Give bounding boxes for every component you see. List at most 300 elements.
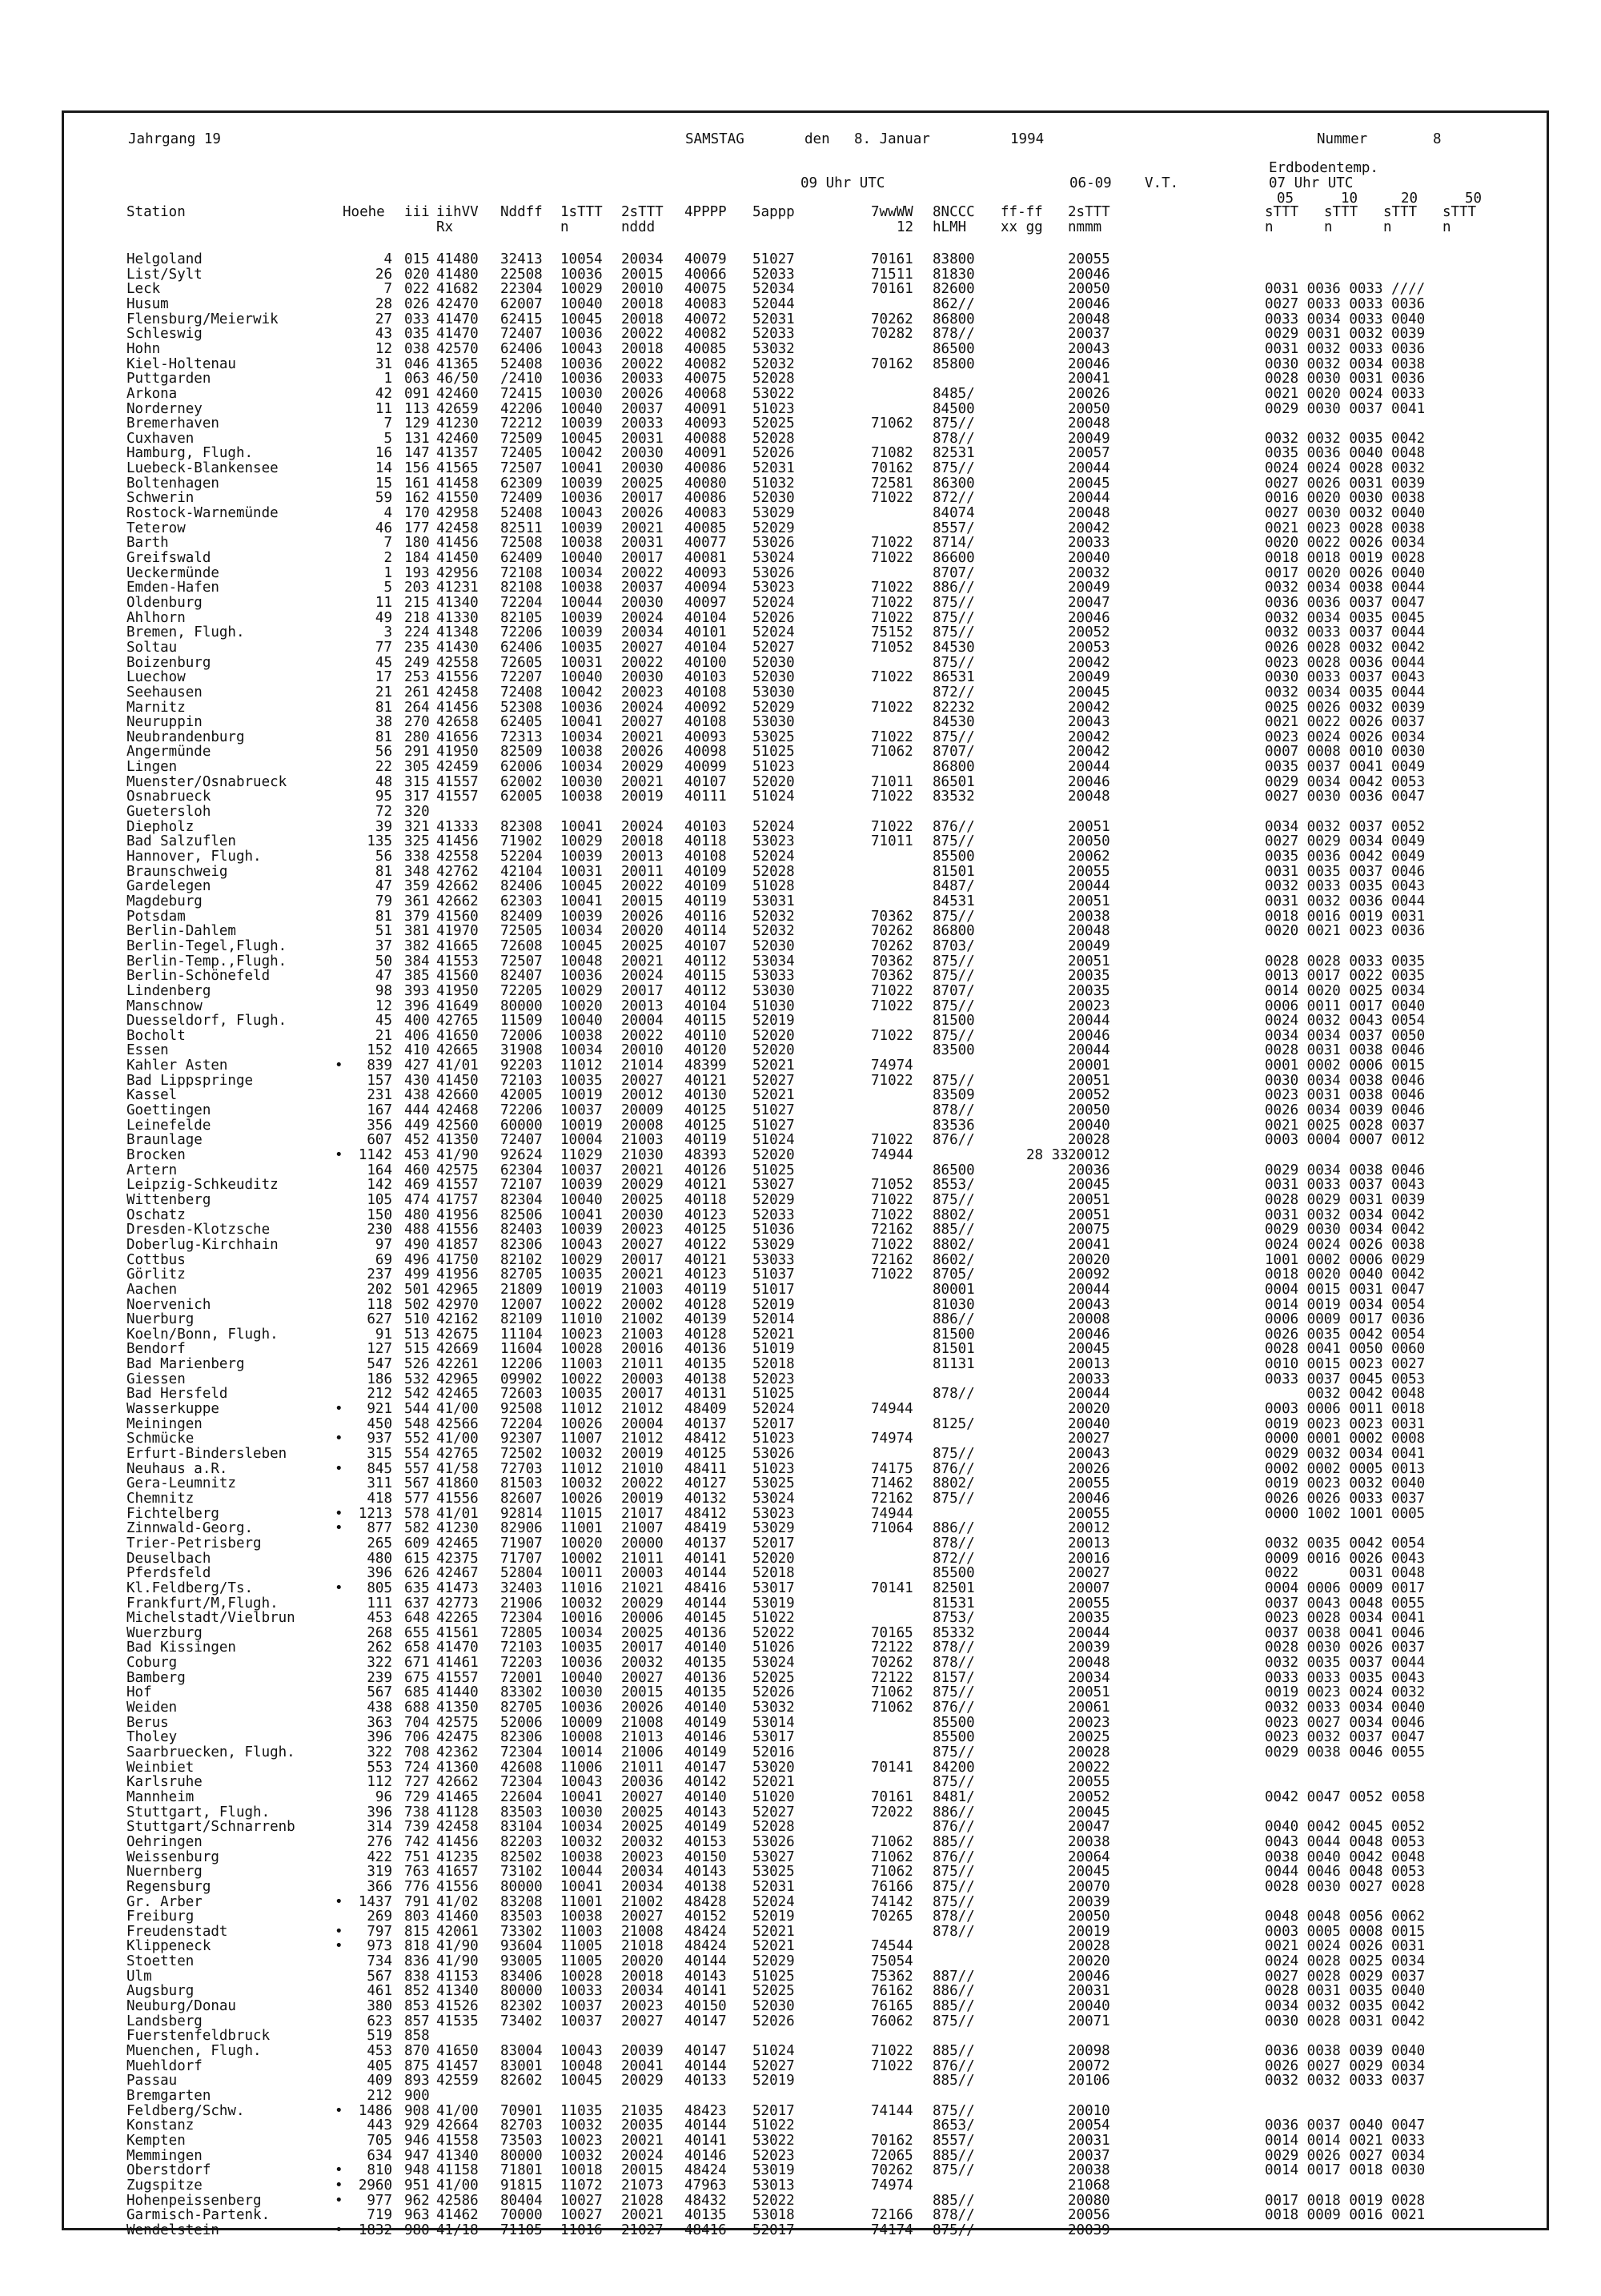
nccc: 872// bbox=[933, 1550, 975, 1567]
erdboden: 0017 0020 0026 0040 bbox=[1265, 564, 1426, 581]
iihvv: 42575 bbox=[436, 1714, 479, 1731]
station-name: Hamburg, Flugh. bbox=[126, 445, 254, 462]
appp: 52027 bbox=[752, 1804, 795, 1820]
hoehe: 1 bbox=[383, 371, 392, 387]
appp: 51036 bbox=[752, 1222, 795, 1238]
iihvv: 42475 bbox=[436, 1729, 479, 1746]
vt: 20033 bbox=[1068, 1371, 1110, 1387]
table-row bbox=[0, 1999, 1545, 2014]
ttt2: 20027 bbox=[621, 2013, 664, 2029]
mountain-marker: • bbox=[335, 2177, 343, 2194]
wwww: 71011 bbox=[871, 773, 913, 790]
ttt1: 10032 bbox=[560, 1475, 603, 1492]
table-row bbox=[0, 1700, 1545, 1716]
iii: 026 bbox=[404, 295, 430, 312]
ttt2: 20020 bbox=[621, 1953, 664, 1970]
ttt2: 20019 bbox=[621, 789, 664, 805]
wwww: 70282 bbox=[871, 326, 913, 343]
iii: 261 bbox=[404, 684, 430, 700]
ttt2: 20025 bbox=[621, 1804, 664, 1820]
pppp: 40104 bbox=[684, 609, 727, 626]
iii: 501 bbox=[404, 1281, 430, 1298]
hoehe: 877 bbox=[367, 1520, 392, 1537]
hoehe: 96 bbox=[375, 1788, 392, 1805]
ttt1: 10034 bbox=[560, 1624, 603, 1641]
nddff: 83004 bbox=[500, 2043, 543, 2059]
iii: 685 bbox=[404, 1684, 430, 1701]
table-row bbox=[0, 1103, 1545, 1118]
station-name: Zinnwald-Georg. bbox=[126, 1520, 254, 1537]
ttt1: 10029 bbox=[560, 833, 603, 850]
iihvv: 42458 bbox=[436, 1819, 479, 1836]
pppp: 40136 bbox=[684, 1624, 727, 1641]
station-name: Guetersloh bbox=[126, 804, 211, 821]
iihvv: 41340 bbox=[436, 594, 479, 611]
pppp: 40152 bbox=[684, 1909, 727, 1925]
iihvv: 41857 bbox=[436, 1236, 479, 1253]
ttt1: 10032 bbox=[560, 1446, 603, 1462]
col-erd-3: sTTT bbox=[1383, 204, 1418, 220]
ttt1: 10029 bbox=[560, 281, 603, 298]
appp: 53024 bbox=[752, 550, 795, 566]
ttt2: 21014 bbox=[621, 1058, 664, 1074]
table-row bbox=[0, 1327, 1545, 1343]
table-row bbox=[0, 1447, 1545, 1462]
erdboden: 0018 0009 0016 0021 bbox=[1265, 2207, 1426, 2224]
erdboden: 0032 0035 0037 0044 bbox=[1265, 1655, 1426, 1672]
table-row bbox=[0, 282, 1545, 297]
hoehe: 167 bbox=[367, 1102, 392, 1119]
wwww: 71022 bbox=[871, 982, 913, 999]
vt: 20010 bbox=[1068, 2102, 1110, 2119]
nccc: 8802/ bbox=[933, 1475, 975, 1492]
vt: 20043 bbox=[1068, 714, 1110, 731]
vt: 20035 bbox=[1068, 968, 1110, 985]
wwww: 72022 bbox=[871, 1804, 913, 1820]
iii: 359 bbox=[404, 878, 430, 895]
station-name: Gera-Leumnitz bbox=[126, 1475, 236, 1492]
table-row bbox=[0, 1551, 1545, 1567]
hoehe: 480 bbox=[367, 1550, 392, 1567]
vt: 20046 bbox=[1068, 1968, 1110, 1985]
col-erd-1: sTTT bbox=[1265, 204, 1299, 220]
ttt1: 11005 bbox=[560, 1953, 603, 1970]
iii: 980 bbox=[404, 2222, 430, 2238]
erdboden: 0027 0029 0034 0049 bbox=[1265, 833, 1426, 850]
ttt1: 10032 bbox=[560, 1595, 603, 1612]
hoehe: 26 bbox=[375, 266, 392, 283]
pppp: 40125 bbox=[684, 1117, 727, 1134]
erdboden: 0030 0034 0038 0046 bbox=[1265, 1072, 1426, 1089]
appp: 51025 bbox=[752, 1162, 795, 1178]
table-row bbox=[0, 1939, 1545, 1954]
ttt2: 20034 bbox=[621, 624, 664, 641]
ttt1: 10035 bbox=[560, 1386, 603, 1403]
ttt1: 10039 bbox=[560, 415, 603, 432]
station-name: Zugspitze bbox=[126, 2177, 203, 2194]
pppp: 40149 bbox=[684, 1714, 727, 1731]
vt: 20048 bbox=[1068, 505, 1110, 522]
nccc: 885// bbox=[933, 1998, 975, 2015]
pppp: 40083 bbox=[684, 295, 727, 312]
iii: 947 bbox=[404, 2147, 430, 2164]
ttt2: 21027 bbox=[621, 2222, 664, 2238]
ttt1: 10019 bbox=[560, 1281, 603, 1298]
pppp: 40103 bbox=[684, 818, 727, 835]
pppp: 40135 bbox=[684, 2207, 727, 2224]
appp: 52026 bbox=[752, 445, 795, 462]
station-name: Goettingen bbox=[126, 1102, 211, 1119]
vt: 20042 bbox=[1068, 744, 1110, 761]
table-row bbox=[0, 2059, 1545, 2074]
table-row bbox=[0, 551, 1545, 566]
appp: 52017 bbox=[752, 2102, 795, 2119]
pppp: 40086 bbox=[684, 490, 727, 507]
iihvv: 41750 bbox=[436, 1251, 479, 1268]
station-name: Bremgarten bbox=[126, 2087, 211, 2104]
vt: 20032 bbox=[1068, 564, 1110, 581]
table-row bbox=[0, 1581, 1545, 1596]
ttt2: 20016 bbox=[621, 1341, 664, 1358]
nddff: 72006 bbox=[500, 1027, 543, 1044]
erdboden: 0021 0022 0026 0037 bbox=[1265, 714, 1426, 731]
col-n: 8NCCC bbox=[933, 204, 975, 220]
iihvv: 41350 bbox=[436, 1132, 479, 1149]
vt: 20045 bbox=[1068, 1341, 1110, 1358]
pppp: 40147 bbox=[684, 1759, 727, 1776]
wwww: 71022 bbox=[871, 789, 913, 805]
nddff: 82506 bbox=[500, 1206, 543, 1223]
erdboden: 0038 0040 0042 0048 bbox=[1265, 1848, 1426, 1865]
hoehe: 27 bbox=[375, 311, 392, 327]
pppp: 40144 bbox=[684, 1595, 727, 1612]
station-name: Wuerzburg bbox=[126, 1624, 203, 1641]
table-row bbox=[0, 432, 1545, 447]
vt: 20070 bbox=[1068, 1878, 1110, 1895]
hoehe: 356 bbox=[367, 1117, 392, 1134]
hoehe: 81 bbox=[375, 908, 392, 925]
nccc: 85500 bbox=[933, 1565, 975, 1582]
appp: 53019 bbox=[752, 1595, 795, 1612]
table-row bbox=[0, 1043, 1545, 1058]
wwww: 71462 bbox=[871, 1475, 913, 1492]
nccc: 875// bbox=[933, 1864, 975, 1881]
ttt1: 10038 bbox=[560, 1027, 603, 1044]
station-name: Feldberg/Schw. bbox=[126, 2102, 245, 2119]
erdboden: 0026 0026 0033 0037 bbox=[1265, 1490, 1426, 1507]
nddff: 82705 bbox=[500, 1700, 543, 1716]
hoehe: 422 bbox=[367, 1848, 392, 1865]
ttt1: 10045 bbox=[560, 430, 603, 447]
uhr09-label: 09 Uhr UTC bbox=[800, 175, 885, 191]
hoehe: 98 bbox=[375, 982, 392, 999]
mountain-marker: • bbox=[335, 1938, 343, 1955]
nccc: 862// bbox=[933, 295, 975, 312]
appp: 52014 bbox=[752, 1311, 795, 1328]
nddff: /2410 bbox=[500, 371, 543, 387]
col-iii: iii bbox=[404, 204, 430, 220]
vt: 20051 bbox=[1068, 1206, 1110, 1223]
wwww: 71022 bbox=[871, 1132, 913, 1149]
nccc: 81501 bbox=[933, 863, 975, 880]
nddff: 82203 bbox=[500, 1833, 543, 1850]
wwww: 71082 bbox=[871, 445, 913, 462]
ttt1: 10042 bbox=[560, 684, 603, 700]
erdboden: 0043 0044 0048 0053 bbox=[1265, 1833, 1426, 1850]
station-name: Hof bbox=[126, 1684, 152, 1701]
nddff: 22304 bbox=[500, 281, 543, 298]
station-name: Stuttgart, Flugh. bbox=[126, 1804, 271, 1820]
station-name: Fichtelberg bbox=[126, 1505, 219, 1522]
station-name: Helgoland bbox=[126, 251, 203, 267]
iii: 218 bbox=[404, 609, 430, 626]
appp: 52031 bbox=[752, 1878, 795, 1895]
hoehe: 3 bbox=[383, 624, 392, 641]
nddff: 62007 bbox=[500, 295, 543, 312]
hoehe: 363 bbox=[367, 1714, 392, 1731]
station-name: Bocholt bbox=[126, 1027, 186, 1044]
hoehe: 265 bbox=[367, 1535, 392, 1551]
pppp: 40093 bbox=[684, 415, 727, 432]
nddff: 62309 bbox=[500, 475, 543, 492]
vt: 20020 bbox=[1068, 1953, 1110, 1970]
appp: 52030 bbox=[752, 654, 795, 671]
erdboden: 0023 0028 0034 0041 bbox=[1265, 1610, 1426, 1627]
ttt1: 10023 bbox=[560, 2132, 603, 2149]
pppp: 40135 bbox=[684, 1655, 727, 1672]
col-p: 4PPPP bbox=[684, 204, 727, 220]
table-row bbox=[0, 1372, 1545, 1387]
iihvv: 42765 bbox=[436, 1446, 479, 1462]
nddff: 82703 bbox=[500, 2117, 543, 2134]
ttt1: 10039 bbox=[560, 1177, 603, 1194]
table-row bbox=[0, 596, 1545, 611]
pppp: 40147 bbox=[684, 2043, 727, 2059]
appp: 52019 bbox=[752, 1296, 795, 1313]
nccc: 875// bbox=[933, 968, 975, 985]
iii: 499 bbox=[404, 1266, 430, 1283]
nddff: 62304 bbox=[500, 1162, 543, 1178]
day-name: SAMSTAG bbox=[685, 131, 744, 147]
vt: 20040 bbox=[1068, 550, 1110, 566]
station-name: Noervenich bbox=[126, 1296, 211, 1313]
ttt1: 10035 bbox=[560, 639, 603, 656]
nddff: 82302 bbox=[500, 1998, 543, 2015]
hoehe: 380 bbox=[367, 1998, 392, 2015]
table-row bbox=[0, 1208, 1545, 1223]
ttt1: 10022 bbox=[560, 1296, 603, 1313]
ttt2: 20021 bbox=[621, 953, 664, 969]
erdboden: 0032 0032 0035 0042 bbox=[1265, 430, 1426, 447]
erdboden: 0021 0024 0026 0031 bbox=[1265, 1938, 1426, 1955]
col-erd-4: sTTT bbox=[1443, 204, 1477, 220]
erdboden: 0021 0023 0028 0038 bbox=[1265, 520, 1426, 536]
nddff: 72508 bbox=[500, 535, 543, 552]
erdboden: 0025 0026 0032 0039 bbox=[1265, 699, 1426, 716]
iii: 513 bbox=[404, 1326, 430, 1343]
ttt1: 10044 bbox=[560, 594, 603, 611]
iihvv: 41557 bbox=[436, 1669, 479, 1686]
nccc: 81500 bbox=[933, 1013, 975, 1030]
station-name: Tholey bbox=[126, 1729, 178, 1746]
nccc: 82600 bbox=[933, 281, 975, 298]
ttt2: 21011 bbox=[621, 1550, 664, 1567]
erdboden: 0019 0023 0024 0032 bbox=[1265, 1684, 1426, 1701]
pppp: 40128 bbox=[684, 1326, 727, 1343]
vt: 20047 bbox=[1068, 594, 1110, 611]
iii: 320 bbox=[404, 804, 430, 821]
hoehe: 45 bbox=[375, 1013, 392, 1030]
ttt1: 10040 bbox=[560, 550, 603, 566]
nddff: 72405 bbox=[500, 445, 543, 462]
iihvv: 41230 bbox=[436, 415, 479, 432]
hoehe: 212 bbox=[367, 1386, 392, 1403]
appp: 53029 bbox=[752, 1236, 795, 1253]
hoehe: 1437 bbox=[358, 1893, 392, 1910]
ttt1: 11016 bbox=[560, 2222, 603, 2238]
ttt1: 10036 bbox=[560, 1655, 603, 1672]
ttt2: 20000 bbox=[621, 1535, 664, 1551]
iii: 253 bbox=[404, 669, 430, 686]
nddff: 09902 bbox=[500, 1371, 543, 1387]
ttt2: 20034 bbox=[621, 1983, 664, 2000]
nccc: 86800 bbox=[933, 759, 975, 776]
erdboden: 0016 0020 0030 0038 bbox=[1265, 490, 1426, 507]
vt: 20038 bbox=[1068, 1833, 1110, 1850]
hoehe: 47 bbox=[375, 968, 392, 985]
iii: 291 bbox=[404, 744, 430, 761]
iii: 235 bbox=[404, 639, 430, 656]
pppp: 40119 bbox=[684, 1281, 727, 1298]
pppp: 40135 bbox=[684, 1356, 727, 1373]
erdboden: 0037 0038 0041 0046 bbox=[1265, 1624, 1426, 1641]
iihvv: 41535 bbox=[436, 2013, 479, 2029]
appp: 52020 bbox=[752, 1042, 795, 1059]
erd-depth-10: 10 bbox=[1341, 191, 1358, 207]
nccc: 83500 bbox=[933, 1042, 975, 1059]
wwww: 72162 bbox=[871, 1251, 913, 1268]
appp: 53022 bbox=[752, 385, 795, 402]
station-name: Norderney bbox=[126, 400, 203, 417]
pppp: 40083 bbox=[684, 505, 727, 522]
hoehe: 164 bbox=[367, 1162, 392, 1178]
pppp: 40108 bbox=[684, 849, 727, 865]
vt: 20046 bbox=[1068, 266, 1110, 283]
nccc: 84530 bbox=[933, 714, 975, 731]
appp: 51027 bbox=[752, 251, 795, 267]
ttt1: 10035 bbox=[560, 1640, 603, 1656]
vt: 20039 bbox=[1068, 2222, 1110, 2238]
wwww: 71062 bbox=[871, 1848, 913, 1865]
table-row bbox=[0, 2178, 1545, 2194]
vt: 20028 bbox=[1068, 1132, 1110, 1149]
vt: 20043 bbox=[1068, 1446, 1110, 1462]
ttt1: 10040 bbox=[560, 669, 603, 686]
pppp: 40118 bbox=[684, 1191, 727, 1208]
ttt1: 10039 bbox=[560, 475, 603, 492]
pppp: 40138 bbox=[684, 1878, 727, 1895]
hoehe: 212 bbox=[367, 2087, 392, 2104]
iihvv: 41956 bbox=[436, 1206, 479, 1223]
ttt1: 10034 bbox=[560, 729, 603, 745]
table-row bbox=[0, 1671, 1545, 1686]
pppp: 40119 bbox=[684, 1132, 727, 1149]
table-row bbox=[0, 1014, 1545, 1029]
wwww: 70362 bbox=[871, 953, 913, 969]
ttt1: 10038 bbox=[560, 580, 603, 596]
hoehe: 157 bbox=[367, 1072, 392, 1089]
pppp: 48412 bbox=[684, 1431, 727, 1447]
hoehe: 135 bbox=[367, 833, 392, 850]
vt: 20037 bbox=[1068, 326, 1110, 343]
nccc: 886// bbox=[933, 1520, 975, 1537]
erdboden: 0032 0034 0035 0045 bbox=[1265, 609, 1426, 626]
vt: 20042 bbox=[1068, 654, 1110, 671]
ttt1: 10019 bbox=[560, 1117, 603, 1134]
date-prefix: den bbox=[805, 131, 830, 147]
ttt1: 10041 bbox=[560, 460, 603, 477]
appp: 52021 bbox=[752, 1326, 795, 1343]
iihvv: 42669 bbox=[436, 1341, 479, 1358]
erdboden: 0022 0031 0048 bbox=[1265, 1565, 1426, 1582]
wwww: 71062 bbox=[871, 415, 913, 432]
appp: 52030 bbox=[752, 669, 795, 686]
pppp: 40112 bbox=[684, 982, 727, 999]
nddff: 80000 bbox=[500, 2147, 543, 2164]
pppp: 48416 bbox=[684, 2222, 727, 2238]
vt: 20055 bbox=[1068, 1595, 1110, 1612]
vt: 20050 bbox=[1068, 281, 1110, 298]
appp: 53013 bbox=[752, 2177, 795, 2194]
iii: 658 bbox=[404, 1640, 430, 1656]
wwww: 71022 bbox=[871, 609, 913, 626]
nddff: 72703 bbox=[500, 1460, 543, 1477]
erdboden: 0036 0038 0039 0040 bbox=[1265, 2043, 1426, 2059]
pppp: 40082 bbox=[684, 355, 727, 372]
station-name: Augsburg bbox=[126, 1983, 195, 2000]
table-row bbox=[0, 1685, 1545, 1700]
ttt2: 21073 bbox=[621, 2177, 664, 2194]
appp: 52024 bbox=[752, 594, 795, 611]
iihvv: 41970 bbox=[436, 923, 479, 940]
wwww: 74175 bbox=[871, 1460, 913, 1477]
hoehe: 719 bbox=[367, 2207, 392, 2224]
wwww: 74174 bbox=[871, 2222, 913, 2238]
station-name: Greifswald bbox=[126, 550, 211, 566]
erdboden: 0034 0034 0037 0050 bbox=[1265, 1027, 1426, 1044]
vt: 20020 bbox=[1068, 1401, 1110, 1418]
table-row bbox=[0, 1790, 1545, 1805]
hoehe: 810 bbox=[367, 2162, 392, 2179]
iihvv: 41330 bbox=[436, 609, 479, 626]
nddff: 32403 bbox=[500, 1580, 543, 1596]
wwww: 71022 bbox=[871, 594, 913, 611]
table-row bbox=[0, 1969, 1545, 1985]
ttt1: 10032 bbox=[560, 1833, 603, 1850]
iihvv: 41153 bbox=[436, 1968, 479, 1985]
vt: 20031 bbox=[1068, 2132, 1110, 2149]
ttt2: 20034 bbox=[621, 1864, 664, 1881]
station-name: Arkona bbox=[126, 385, 178, 402]
vt: 20045 bbox=[1068, 475, 1110, 492]
ttt1: 10039 bbox=[560, 1222, 603, 1238]
appp: 53020 bbox=[752, 1759, 795, 1776]
hoehe: 977 bbox=[367, 2192, 392, 2209]
hoehe: 7 bbox=[383, 281, 392, 298]
hoehe: 396 bbox=[367, 1804, 392, 1820]
mountain-marker: • bbox=[335, 1147, 343, 1163]
station-name: Konstanz bbox=[126, 2117, 195, 2134]
